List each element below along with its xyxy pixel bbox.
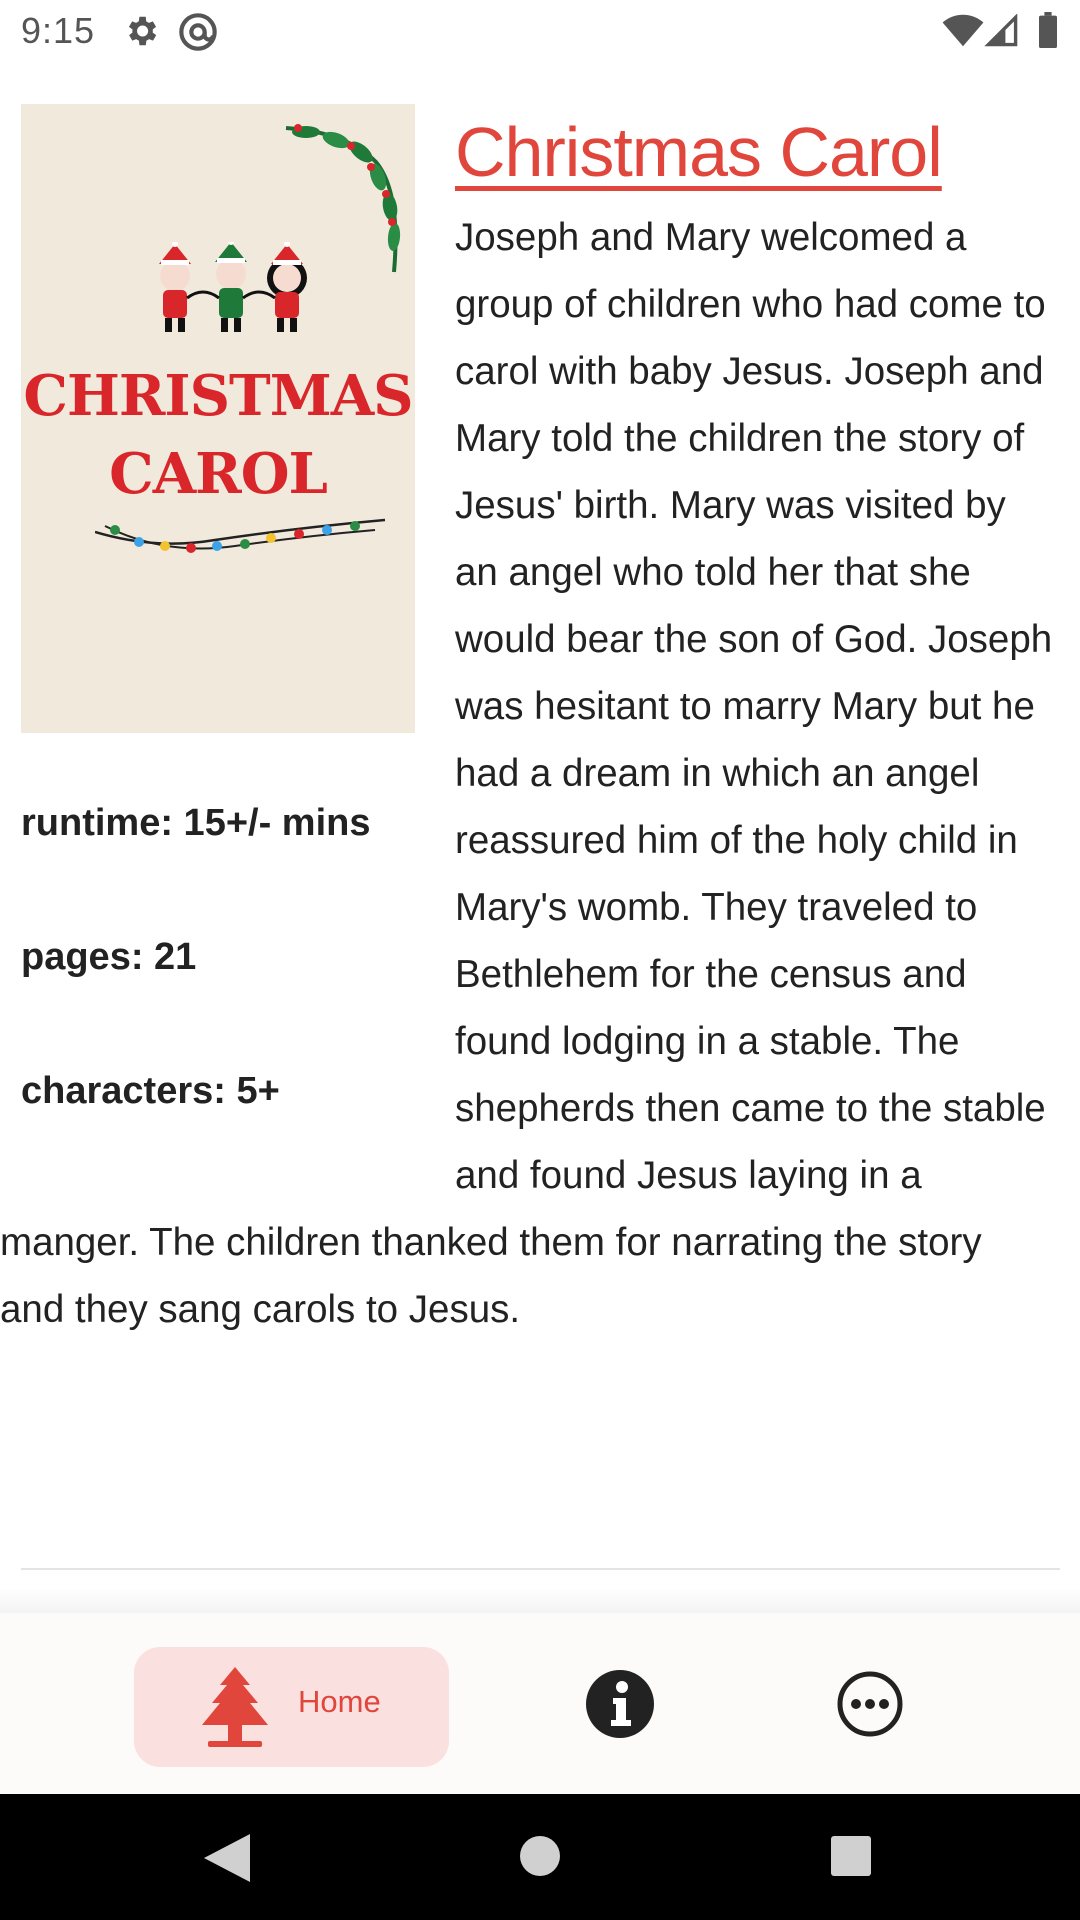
story-title-link[interactable]: Christmas Carol [455, 113, 942, 191]
system-navigation-bar [0, 1794, 1080, 1920]
nav-home-tab[interactable] [134, 1647, 449, 1767]
back-icon[interactable] [204, 1834, 250, 1882]
home-circle-icon[interactable] [520, 1836, 560, 1876]
recents-square-icon[interactable] [831, 1836, 871, 1876]
carolers-illustration [151, 242, 311, 338]
left-column [0, 100, 455, 1154]
story-content [0, 100, 1080, 1343]
divider [21, 1568, 1060, 1570]
bottom-navigation [0, 1613, 1080, 1794]
info-icon[interactable] [586, 1670, 654, 1738]
signal-icon [984, 14, 1020, 48]
more-icon[interactable] [836, 1670, 904, 1738]
status-bar [0, 0, 1080, 64]
nav-home-label: Home [298, 1684, 381, 1719]
pages-text: pages: 21 [21, 936, 197, 978]
story-stats [21, 800, 441, 1202]
runtime-text: runtime: 15+/- mins [21, 802, 371, 844]
characters-text: characters: 5+ [21, 1070, 280, 1112]
cover-title-line2: CAROL [109, 441, 327, 507]
battery-icon [1038, 12, 1058, 48]
gear-icon [122, 12, 160, 50]
at-sign-icon [178, 12, 218, 52]
tree-icon [200, 1667, 270, 1747]
string-lights-decoration [95, 516, 391, 562]
wifi-icon [942, 14, 984, 48]
story-body: Joseph and Mary welcomed a group of children who had come to carol with baby Jesus. Joseph and Mary told the children the story of Jesus' birth. Mary was visited by an angel who told her that she would bear the son of God. Joseph was hesitant to marry Mary but he had a dream in which an angel reassured him of the holy child in Mary's womb. They traveled to Bethlehem for the census and found lodging in a stable. The shepherds then came to the stable and found Jesus laying in a manger. The children thanked them for narrating the story and they sang carols to Jesus. [0, 216, 1053, 1331]
cover-image[interactable] [21, 104, 415, 733]
status-time: 9:15 [21, 10, 96, 51]
nav-shadow [0, 1588, 1080, 1614]
cover-title-line1: CHRISTMAS [23, 363, 413, 429]
